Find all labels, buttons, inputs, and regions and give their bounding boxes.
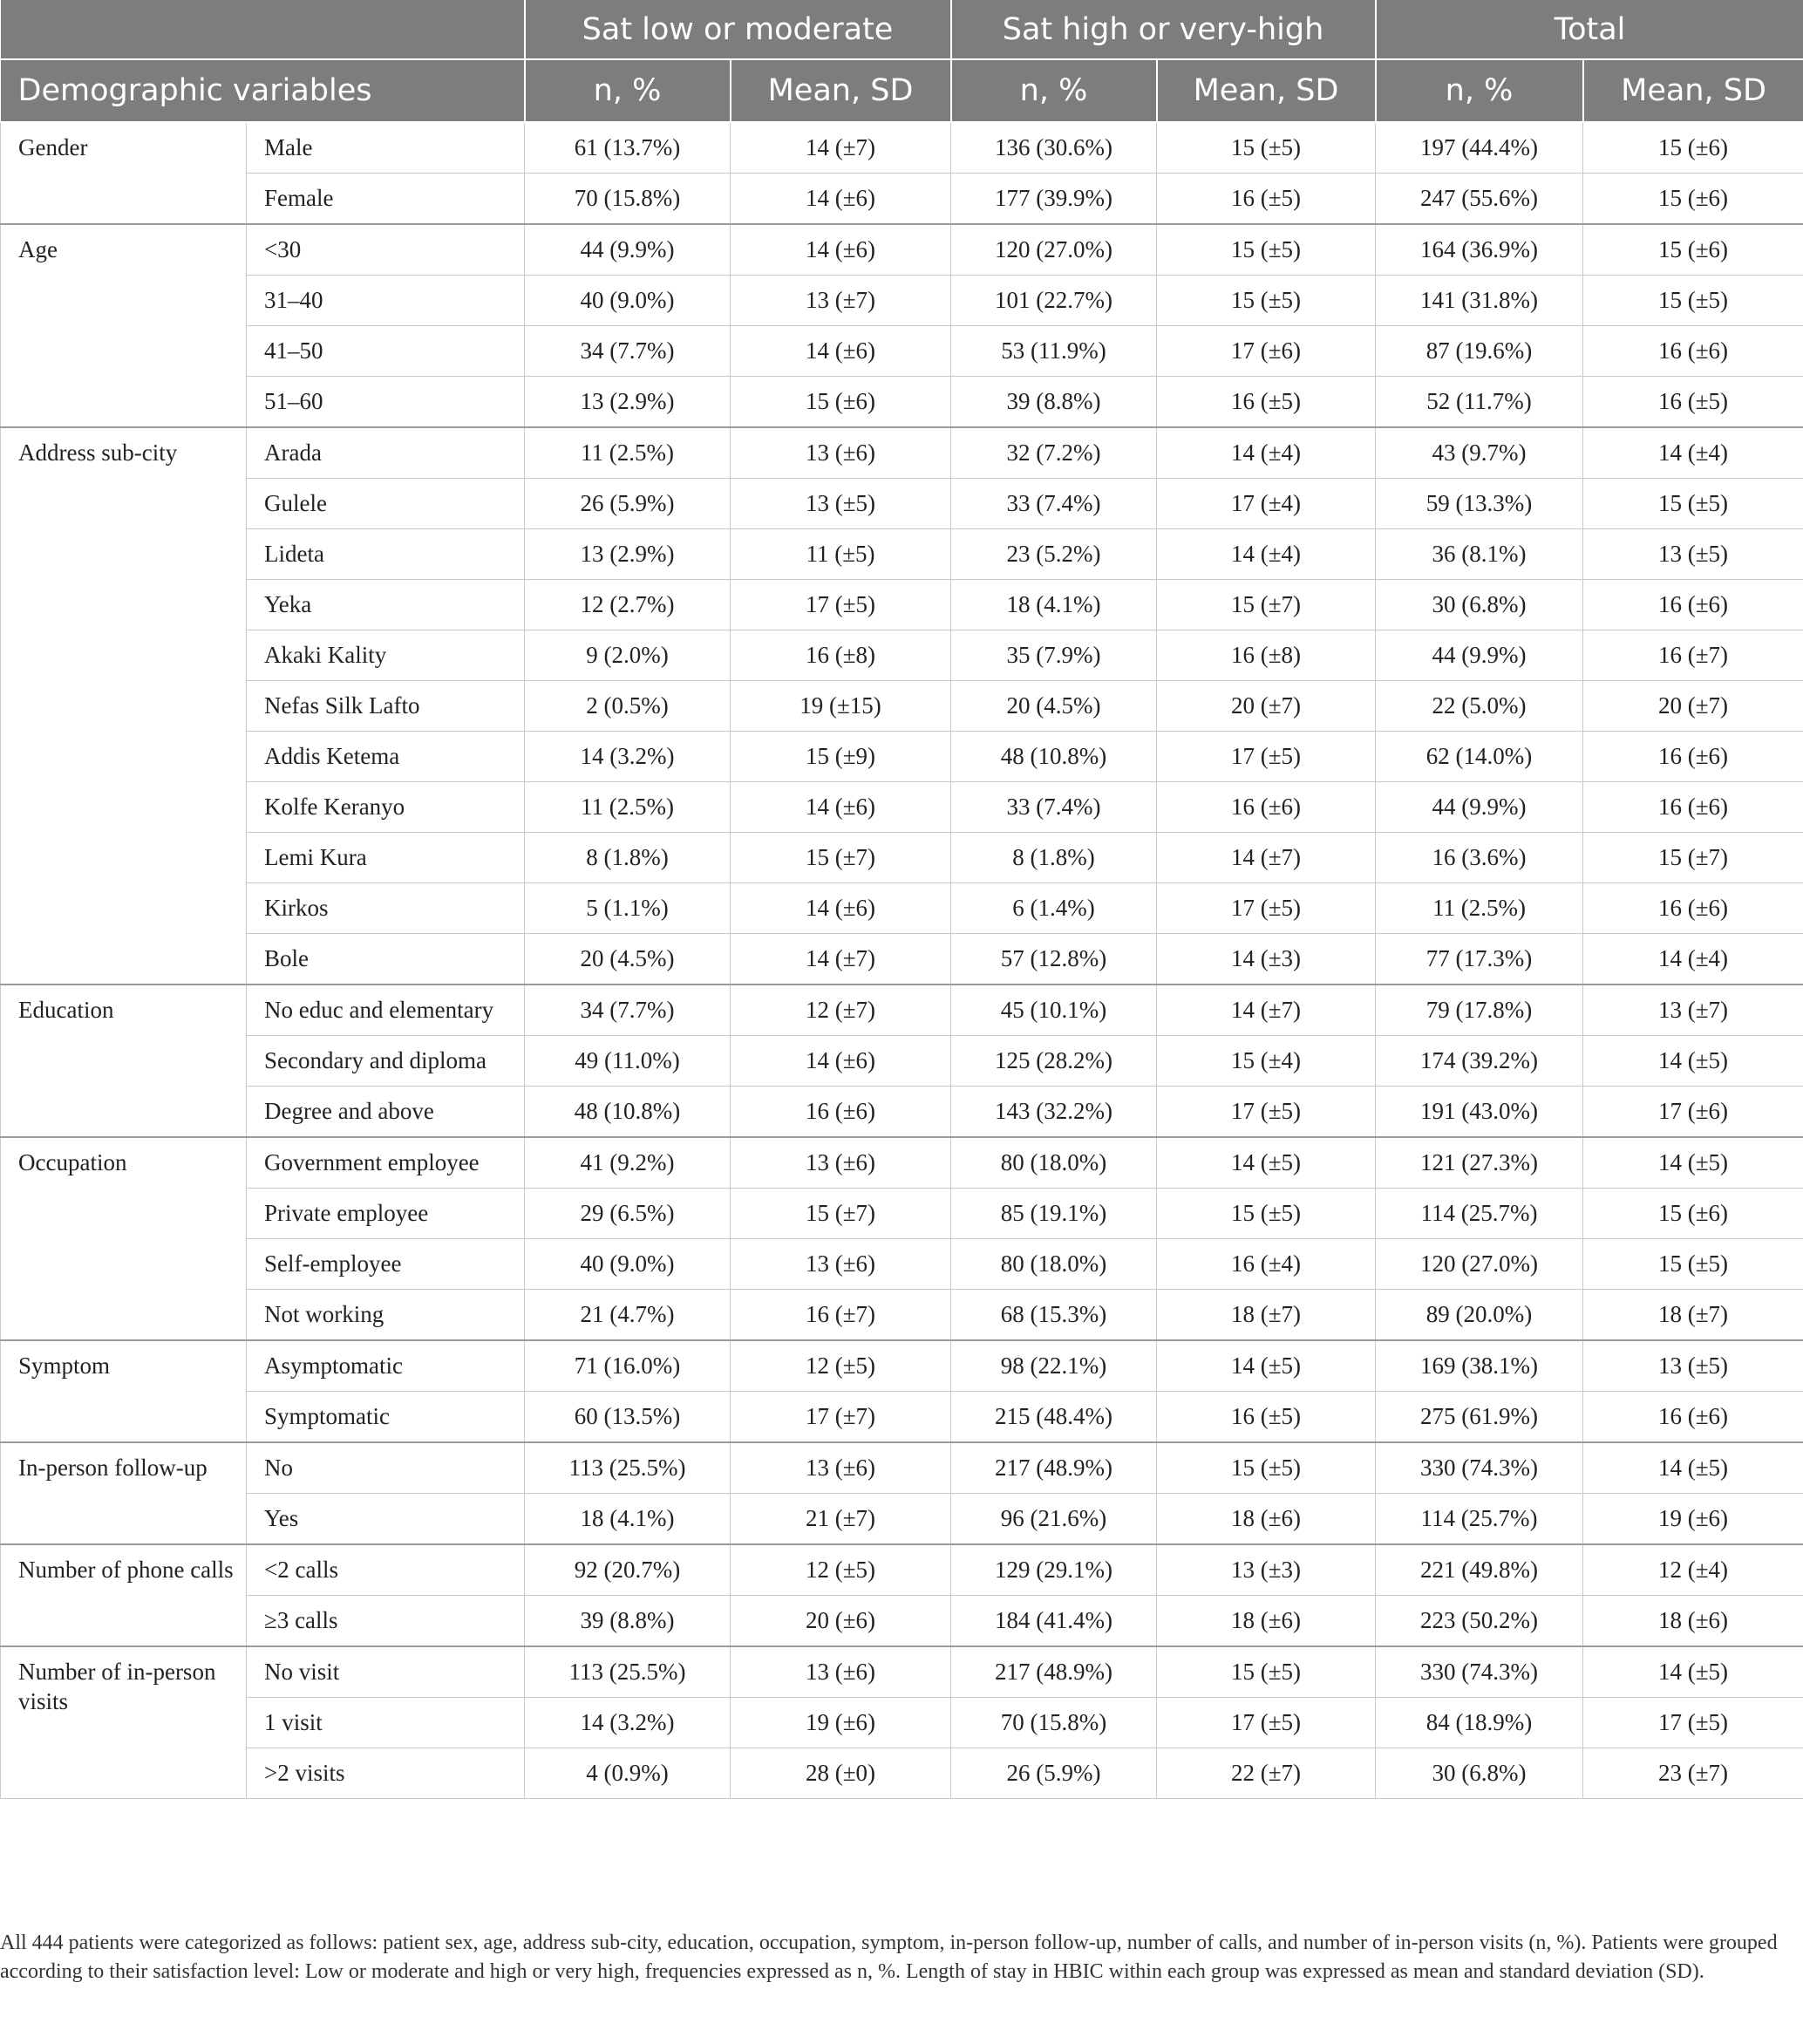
- data-cell: 18 (±6): [1157, 1596, 1376, 1647]
- data-cell: 14 (±4): [1583, 934, 1803, 985]
- row-label: Akaki Kality: [247, 630, 525, 681]
- data-cell: 8 (1.8%): [951, 833, 1157, 883]
- row-label: 1 visit: [247, 1698, 525, 1748]
- data-cell: 85 (19.1%): [951, 1189, 1157, 1239]
- data-cell: 17 (±6): [1157, 326, 1376, 377]
- row-label: 41–50: [247, 326, 525, 377]
- row-label: Addis Ketema: [247, 732, 525, 782]
- data-cell: 169 (38.1%): [1376, 1340, 1583, 1392]
- table-row: [1, 1392, 1803, 1443]
- data-cell: 20 (±7): [1157, 681, 1376, 732]
- data-cell: 15 (±6): [1583, 1189, 1803, 1239]
- data-cell: 16 (±8): [1157, 630, 1376, 681]
- data-cell: 8 (1.8%): [525, 833, 731, 883]
- table-row: [1, 1646, 1803, 1698]
- header-group-row: [1, 0, 1803, 59]
- data-cell: 17 (±5): [1157, 1087, 1376, 1138]
- table-row: [1, 326, 1803, 377]
- data-cell: 13 (±3): [1157, 1544, 1376, 1596]
- table-row: [1, 529, 1803, 580]
- header-sub-label: Mean, SD: [1583, 59, 1803, 122]
- data-cell: 15 (±5): [1157, 1189, 1376, 1239]
- data-cell: 120 (27.0%): [951, 224, 1157, 276]
- data-cell: 15 (±6): [1583, 122, 1803, 174]
- data-cell: 14 (±6): [731, 883, 951, 934]
- data-cell: 61 (13.7%): [525, 122, 731, 174]
- data-cell: 21 (4.7%): [525, 1290, 731, 1341]
- data-cell: 17 (±4): [1157, 479, 1376, 529]
- table-row: [1, 1494, 1803, 1545]
- table-row: [1, 833, 1803, 883]
- data-cell: 18 (±7): [1157, 1290, 1376, 1341]
- table-header: [1, 0, 1803, 122]
- data-cell: 6 (1.4%): [951, 883, 1157, 934]
- data-cell: 15 (±6): [1583, 174, 1803, 225]
- data-cell: 44 (9.9%): [1376, 782, 1583, 833]
- data-cell: 13 (2.9%): [525, 529, 731, 580]
- table-row: [1, 580, 1803, 630]
- data-cell: 14 (±6): [731, 1036, 951, 1087]
- row-label: ≥3 calls: [247, 1596, 525, 1647]
- data-cell: 114 (25.7%): [1376, 1494, 1583, 1545]
- data-cell: 15 (±7): [1157, 580, 1376, 630]
- group-label: Gender: [1, 122, 247, 224]
- table-row: [1, 1748, 1803, 1799]
- data-cell: 14 (±5): [1583, 1646, 1803, 1698]
- data-cell: 14 (±7): [731, 122, 951, 174]
- data-cell: 68 (15.3%): [951, 1290, 1157, 1341]
- data-cell: 22 (±7): [1157, 1748, 1376, 1799]
- data-cell: 101 (22.7%): [951, 276, 1157, 326]
- data-cell: 21 (±7): [731, 1494, 951, 1545]
- data-cell: 121 (27.3%): [1376, 1137, 1583, 1189]
- table-row: [1, 122, 1803, 174]
- data-cell: 13 (±5): [731, 479, 951, 529]
- data-cell: 17 (±7): [731, 1392, 951, 1443]
- data-cell: 275 (61.9%): [1376, 1392, 1583, 1443]
- data-cell: 12 (±5): [731, 1544, 951, 1596]
- data-cell: 77 (17.3%): [1376, 934, 1583, 985]
- row-label: Kirkos: [247, 883, 525, 934]
- data-cell: 40 (9.0%): [525, 276, 731, 326]
- data-cell: 12 (±7): [731, 985, 951, 1036]
- data-cell: 16 (±5): [1157, 377, 1376, 428]
- group-label: Age: [1, 224, 247, 427]
- data-cell: 71 (16.0%): [525, 1340, 731, 1392]
- row-label: 31–40: [247, 276, 525, 326]
- data-cell: 16 (±6): [1583, 883, 1803, 934]
- data-cell: 43 (9.7%): [1376, 427, 1583, 479]
- table-row: [1, 1036, 1803, 1087]
- table-row: [1, 174, 1803, 225]
- header-group-sat-low: Sat low or moderate: [525, 0, 951, 59]
- data-cell: 15 (±5): [1157, 1646, 1376, 1698]
- group-label: Number of in-person visits: [1, 1646, 247, 1799]
- data-cell: 14 (±6): [731, 224, 951, 276]
- row-label: >2 visits: [247, 1748, 525, 1799]
- data-cell: 14 (±5): [1583, 1036, 1803, 1087]
- data-cell: 62 (14.0%): [1376, 732, 1583, 782]
- data-cell: 89 (20.0%): [1376, 1290, 1583, 1341]
- header-group-empty: [1, 0, 525, 59]
- data-cell: 30 (6.8%): [1376, 580, 1583, 630]
- data-cell: 136 (30.6%): [951, 122, 1157, 174]
- data-cell: 191 (43.0%): [1376, 1087, 1583, 1138]
- data-cell: 92 (20.7%): [525, 1544, 731, 1596]
- data-cell: 113 (25.5%): [525, 1442, 731, 1494]
- data-cell: 35 (7.9%): [951, 630, 1157, 681]
- data-cell: 96 (21.6%): [951, 1494, 1157, 1545]
- data-cell: 15 (±6): [1583, 224, 1803, 276]
- data-cell: 14 (±4): [1157, 529, 1376, 580]
- table-row: [1, 276, 1803, 326]
- data-cell: 13 (±5): [1583, 529, 1803, 580]
- data-cell: 16 (±6): [1583, 732, 1803, 782]
- data-cell: 217 (48.9%): [951, 1646, 1157, 1698]
- table-row: [1, 934, 1803, 985]
- data-cell: 15 (±5): [1583, 276, 1803, 326]
- data-cell: 79 (17.8%): [1376, 985, 1583, 1036]
- header-sub-label: Mean, SD: [1157, 59, 1376, 122]
- data-cell: 48 (10.8%): [951, 732, 1157, 782]
- data-cell: 215 (48.4%): [951, 1392, 1157, 1443]
- row-label: Kolfe Keranyo: [247, 782, 525, 833]
- data-cell: 16 (±5): [1583, 377, 1803, 428]
- data-cell: 13 (±7): [731, 276, 951, 326]
- group-label: In-person follow-up: [1, 1442, 247, 1544]
- group-label: Occupation: [1, 1137, 247, 1340]
- data-cell: 197 (44.4%): [1376, 122, 1583, 174]
- data-cell: 14 (±6): [731, 174, 951, 225]
- data-cell: 16 (±6): [1583, 1392, 1803, 1443]
- data-cell: 14 (±5): [1583, 1137, 1803, 1189]
- data-cell: 48 (10.8%): [525, 1087, 731, 1138]
- table-row: [1, 479, 1803, 529]
- group-label: Education: [1, 985, 247, 1137]
- data-cell: 11 (2.5%): [525, 782, 731, 833]
- header-sub-label: n, %: [951, 59, 1157, 122]
- data-cell: 14 (±5): [1583, 1442, 1803, 1494]
- table-row: [1, 630, 1803, 681]
- row-label: <30: [247, 224, 525, 276]
- data-cell: 84 (18.9%): [1376, 1698, 1583, 1748]
- data-cell: 113 (25.5%): [525, 1646, 731, 1698]
- data-cell: 16 (±6): [1583, 580, 1803, 630]
- data-cell: 164 (36.9%): [1376, 224, 1583, 276]
- data-cell: 17 (±6): [1583, 1087, 1803, 1138]
- data-cell: 18 (±6): [1157, 1494, 1376, 1545]
- data-cell: 20 (±6): [731, 1596, 951, 1647]
- data-cell: 12 (2.7%): [525, 580, 731, 630]
- data-cell: 33 (7.4%): [951, 479, 1157, 529]
- data-cell: 15 (±5): [1157, 276, 1376, 326]
- data-cell: 114 (25.7%): [1376, 1189, 1583, 1239]
- data-cell: 16 (±6): [1157, 782, 1376, 833]
- data-cell: 15 (±5): [1157, 224, 1376, 276]
- data-cell: 13 (±6): [731, 1646, 951, 1698]
- data-cell: 17 (±5): [1157, 1698, 1376, 1748]
- data-cell: 60 (13.5%): [525, 1392, 731, 1443]
- data-cell: 16 (±7): [1583, 630, 1803, 681]
- data-cell: 39 (8.8%): [951, 377, 1157, 428]
- table-body: [1, 122, 1803, 1799]
- table-row: [1, 782, 1803, 833]
- data-cell: 70 (15.8%): [525, 174, 731, 225]
- table-row: [1, 1290, 1803, 1341]
- data-cell: 33 (7.4%): [951, 782, 1157, 833]
- table-row: [1, 427, 1803, 479]
- data-cell: 18 (4.1%): [951, 580, 1157, 630]
- data-cell: 217 (48.9%): [951, 1442, 1157, 1494]
- data-cell: 20 (4.5%): [951, 681, 1157, 732]
- data-cell: 20 (±7): [1583, 681, 1803, 732]
- row-label: Lemi Kura: [247, 833, 525, 883]
- data-cell: 14 (±4): [1583, 427, 1803, 479]
- data-cell: 16 (±8): [731, 630, 951, 681]
- data-cell: 14 (±7): [731, 934, 951, 985]
- data-cell: 12 (±5): [731, 1340, 951, 1392]
- group-label: Number of phone calls: [1, 1544, 247, 1646]
- table-row: [1, 681, 1803, 732]
- data-cell: 13 (±5): [1583, 1340, 1803, 1392]
- data-cell: 4 (0.9%): [525, 1748, 731, 1799]
- data-cell: 19 (±6): [1583, 1494, 1803, 1545]
- row-label: Lideta: [247, 529, 525, 580]
- data-cell: 13 (±6): [731, 1137, 951, 1189]
- row-label: Not working: [247, 1290, 525, 1341]
- data-cell: 330 (74.3%): [1376, 1646, 1583, 1698]
- header-sub-label: n, %: [1376, 59, 1583, 122]
- data-cell: 15 (±7): [731, 833, 951, 883]
- header-group-sat-high: Sat high or very-high: [951, 0, 1376, 59]
- data-cell: 59 (13.3%): [1376, 479, 1583, 529]
- data-cell: 19 (±15): [731, 681, 951, 732]
- data-cell: 17 (±5): [1157, 883, 1376, 934]
- data-cell: 15 (±5): [1157, 122, 1376, 174]
- row-label: 51–60: [247, 377, 525, 428]
- data-cell: 11 (2.5%): [1376, 883, 1583, 934]
- data-cell: 5 (1.1%): [525, 883, 731, 934]
- table-row: [1, 985, 1803, 1036]
- data-cell: 16 (±6): [1583, 782, 1803, 833]
- table-footnote: All 444 patients were categorized as follows: patient sex, age, address sub-city, education, occupation, symptom, in-person follow-up, number of calls, and number of in-person visits (n, %). Patients were grouped according to their satisfaction level: Low or moderate and high or very high, frequencies expressed as n, %. Length of stay in HBIC within each group was expressed as mean and standard deviation (SD).: [0, 1932, 1778, 1983]
- header-group-total: Total: [1376, 0, 1803, 59]
- data-cell: 18 (4.1%): [525, 1494, 731, 1545]
- data-cell: 18 (±6): [1583, 1596, 1803, 1647]
- table-row: [1, 224, 1803, 276]
- data-cell: 11 (±5): [731, 529, 951, 580]
- data-cell: 247 (55.6%): [1376, 174, 1583, 225]
- data-cell: 184 (41.4%): [951, 1596, 1157, 1647]
- row-label: Government employee: [247, 1137, 525, 1189]
- data-cell: 330 (74.3%): [1376, 1442, 1583, 1494]
- data-cell: 44 (9.9%): [525, 224, 731, 276]
- data-cell: 16 (±7): [731, 1290, 951, 1341]
- data-cell: 57 (12.8%): [951, 934, 1157, 985]
- data-cell: 14 (±6): [731, 782, 951, 833]
- data-cell: 16 (±6): [731, 1087, 951, 1138]
- row-label: Female: [247, 174, 525, 225]
- row-label: Yes: [247, 1494, 525, 1545]
- data-cell: 15 (±5): [1583, 1239, 1803, 1290]
- data-cell: 13 (±7): [1583, 985, 1803, 1036]
- data-cell: 13 (±6): [731, 427, 951, 479]
- row-label: Private employee: [247, 1189, 525, 1239]
- data-cell: 129 (29.1%): [951, 1544, 1157, 1596]
- data-cell: 14 (±7): [1157, 985, 1376, 1036]
- data-cell: 14 (±3): [1157, 934, 1376, 985]
- table-row: [1, 1239, 1803, 1290]
- data-cell: 70 (15.8%): [951, 1698, 1157, 1748]
- header-sub-label: n, %: [525, 59, 731, 122]
- data-cell: 143 (32.2%): [951, 1087, 1157, 1138]
- data-cell: 34 (7.7%): [525, 326, 731, 377]
- header-sub-row: [1, 59, 1803, 122]
- data-cell: 223 (50.2%): [1376, 1596, 1583, 1647]
- data-cell: 125 (28.2%): [951, 1036, 1157, 1087]
- table-row: [1, 1087, 1803, 1138]
- data-cell: 15 (±4): [1157, 1036, 1376, 1087]
- row-label: Gulele: [247, 479, 525, 529]
- data-cell: 14 (3.2%): [525, 732, 731, 782]
- table-row: [1, 883, 1803, 934]
- data-cell: 53 (11.9%): [951, 326, 1157, 377]
- data-cell: 17 (±5): [1157, 732, 1376, 782]
- data-cell: 18 (±7): [1583, 1290, 1803, 1341]
- data-cell: 14 (±5): [1157, 1340, 1376, 1392]
- row-label: Secondary and diploma: [247, 1036, 525, 1087]
- table-row: [1, 1340, 1803, 1392]
- row-label: No: [247, 1442, 525, 1494]
- data-cell: 22 (5.0%): [1376, 681, 1583, 732]
- table-row: [1, 732, 1803, 782]
- row-label: Nefas Silk Lafto: [247, 681, 525, 732]
- data-cell: 177 (39.9%): [951, 174, 1157, 225]
- row-label: Arada: [247, 427, 525, 479]
- data-cell: 221 (49.8%): [1376, 1544, 1583, 1596]
- row-label: Degree and above: [247, 1087, 525, 1138]
- data-cell: 16 (±4): [1157, 1239, 1376, 1290]
- data-cell: 23 (±7): [1583, 1748, 1803, 1799]
- data-cell: 14 (±4): [1157, 427, 1376, 479]
- data-cell: 9 (2.0%): [525, 630, 731, 681]
- data-cell: 36 (8.1%): [1376, 529, 1583, 580]
- data-cell: 15 (±7): [1583, 833, 1803, 883]
- data-cell: 80 (18.0%): [951, 1137, 1157, 1189]
- data-cell: 26 (5.9%): [525, 479, 731, 529]
- table-row: [1, 1698, 1803, 1748]
- data-cell: 120 (27.0%): [1376, 1239, 1583, 1290]
- table-row: [1, 1442, 1803, 1494]
- data-cell: 15 (±6): [731, 377, 951, 428]
- data-cell: 16 (±6): [1583, 326, 1803, 377]
- data-cell: 15 (±7): [731, 1189, 951, 1239]
- data-cell: 52 (11.7%): [1376, 377, 1583, 428]
- row-label: Yeka: [247, 580, 525, 630]
- row-label: Asymptomatic: [247, 1340, 525, 1392]
- row-label: Male: [247, 122, 525, 174]
- data-cell: 45 (10.1%): [951, 985, 1157, 1036]
- data-cell: 23 (5.2%): [951, 529, 1157, 580]
- data-cell: 29 (6.5%): [525, 1189, 731, 1239]
- data-cell: 12 (±4): [1583, 1544, 1803, 1596]
- data-cell: 14 (3.2%): [525, 1698, 731, 1748]
- data-cell: 2 (0.5%): [525, 681, 731, 732]
- data-cell: 28 (±0): [731, 1748, 951, 1799]
- data-cell: 13 (±6): [731, 1442, 951, 1494]
- row-label: Symptomatic: [247, 1392, 525, 1443]
- header-demographic-variables: Demographic variables: [1, 59, 525, 122]
- table-row: [1, 1189, 1803, 1239]
- data-cell: 15 (±5): [1157, 1442, 1376, 1494]
- data-cell: 49 (11.0%): [525, 1036, 731, 1087]
- row-label: No visit: [247, 1646, 525, 1698]
- data-cell: 34 (7.7%): [525, 985, 731, 1036]
- data-cell: 15 (±9): [731, 732, 951, 782]
- data-cell: 32 (7.2%): [951, 427, 1157, 479]
- data-cell: 14 (±5): [1157, 1137, 1376, 1189]
- data-cell: 14 (±6): [731, 326, 951, 377]
- data-cell: 41 (9.2%): [525, 1137, 731, 1189]
- data-cell: 141 (31.8%): [1376, 276, 1583, 326]
- row-label: Self-employee: [247, 1239, 525, 1290]
- data-cell: 14 (±7): [1157, 833, 1376, 883]
- data-cell: 87 (19.6%): [1376, 326, 1583, 377]
- data-cell: 20 (4.5%): [525, 934, 731, 985]
- data-cell: 26 (5.9%): [951, 1748, 1157, 1799]
- data-cell: 11 (2.5%): [525, 427, 731, 479]
- data-cell: 44 (9.9%): [1376, 630, 1583, 681]
- table-row: [1, 1596, 1803, 1647]
- data-cell: 39 (8.8%): [525, 1596, 731, 1647]
- data-cell: 19 (±6): [731, 1698, 951, 1748]
- data-cell: 17 (±5): [731, 580, 951, 630]
- data-cell: 98 (22.1%): [951, 1340, 1157, 1392]
- data-cell: 80 (18.0%): [951, 1239, 1157, 1290]
- table-row: [1, 1137, 1803, 1189]
- data-cell: 13 (±6): [731, 1239, 951, 1290]
- table-row: [1, 377, 1803, 428]
- data-cell: 16 (3.6%): [1376, 833, 1583, 883]
- row-label: No educ and elementary: [247, 985, 525, 1036]
- data-cell: 13 (2.9%): [525, 377, 731, 428]
- row-label: <2 calls: [247, 1544, 525, 1596]
- data-cell: 16 (±5): [1157, 1392, 1376, 1443]
- data-cell: 174 (39.2%): [1376, 1036, 1583, 1087]
- row-label: Bole: [247, 934, 525, 985]
- group-label: Address sub-city: [1, 427, 247, 985]
- group-label: Symptom: [1, 1340, 247, 1442]
- data-cell: 15 (±5): [1583, 479, 1803, 529]
- table-row: [1, 1544, 1803, 1596]
- header-sub-label: Mean, SD: [731, 59, 951, 122]
- data-cell: 40 (9.0%): [525, 1239, 731, 1290]
- data-cell: 30 (6.8%): [1376, 1748, 1583, 1799]
- data-cell: 16 (±5): [1157, 174, 1376, 225]
- data-cell: 17 (±5): [1583, 1698, 1803, 1748]
